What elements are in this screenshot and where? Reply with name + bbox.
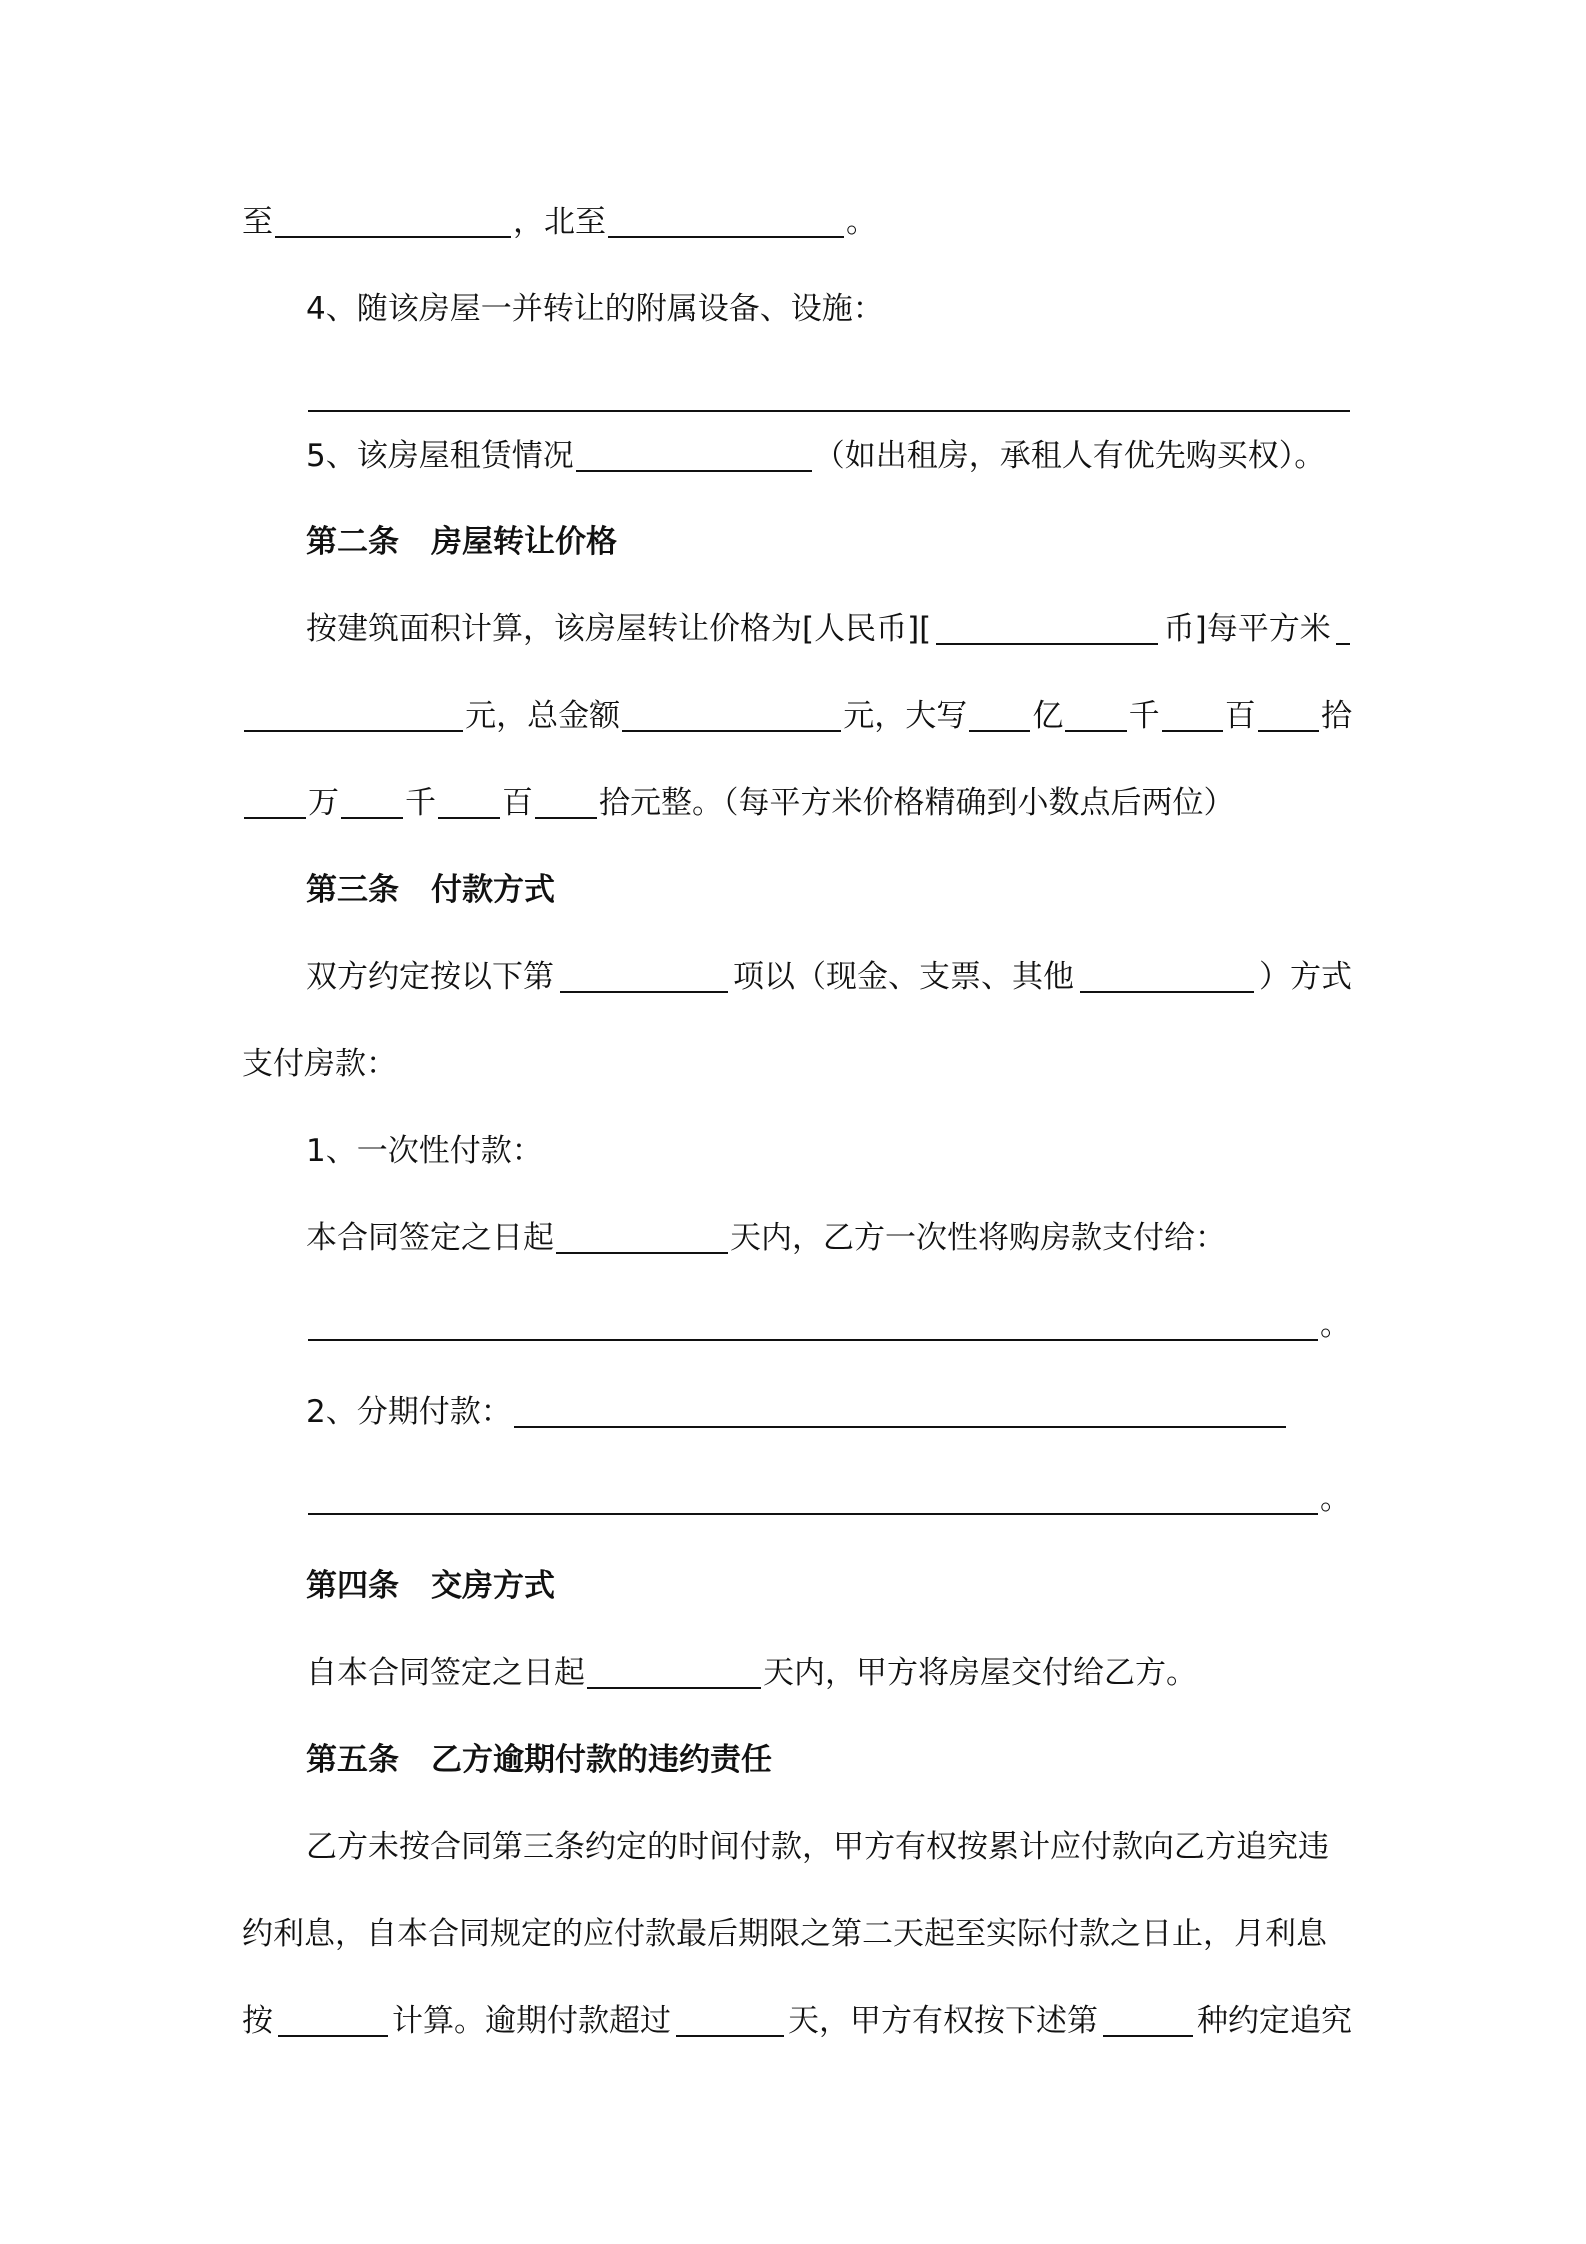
text-period-3: 。 bbox=[1320, 1481, 1351, 1517]
installment-line bbox=[306, 1348, 1352, 1428]
liability-text-5: 天，甲方有权按下述第 bbox=[788, 2003, 1098, 2039]
lease-status-note: （如出租房，承租人有优先购买权）。 bbox=[813, 438, 1326, 474]
section-4-heading bbox=[306, 1522, 1352, 1602]
liability-line-2 bbox=[242, 1870, 1352, 1950]
blank-field-bai-2[interactable] bbox=[438, 816, 500, 819]
section-3-heading bbox=[306, 826, 1352, 906]
blank-field-bai-1[interactable] bbox=[1162, 729, 1223, 732]
text-north-to: ，北至 bbox=[513, 204, 606, 240]
blank-field-overdue-days[interactable] bbox=[676, 2034, 784, 2037]
blank-field-wan[interactable] bbox=[244, 816, 306, 819]
payment-text-1: 双方约定按以下第 bbox=[306, 959, 554, 995]
section-5-number: 第五条 bbox=[306, 1742, 399, 1778]
blank-field-lump-days[interactable] bbox=[556, 1251, 728, 1254]
price-precision-note: 拾元整。（每平方米价格精确到小数点后两位） bbox=[599, 785, 1235, 821]
blank-field-unit-price-start[interactable] bbox=[1336, 642, 1350, 645]
lump-sum-recipient-line bbox=[306, 1261, 1352, 1341]
text-to: 至 bbox=[242, 204, 273, 240]
blank-field-qian-2[interactable] bbox=[341, 816, 403, 819]
blank-field-interest-rate[interactable] bbox=[278, 2034, 388, 2037]
price-text-capital: 元，大写 bbox=[843, 698, 968, 734]
lump-sum-heading bbox=[306, 1087, 1352, 1167]
section-5-title: 乙方逾期付款的违约责任 bbox=[431, 1742, 772, 1778]
payment-text-4: 支付房款： bbox=[242, 1046, 397, 1082]
section-4-title: 交房方式 bbox=[431, 1568, 555, 1604]
blank-field-installment-2[interactable] bbox=[308, 1512, 1318, 1515]
liability-text-4: 计算。逾期付款超过 bbox=[392, 2003, 671, 2039]
lump-sum-label: 1、一次性付款： bbox=[306, 1133, 543, 1169]
blank-field-other-method[interactable] bbox=[1080, 990, 1254, 993]
blank-field-shi-1[interactable] bbox=[1258, 729, 1319, 732]
liability-text-2: 约利息，自本合同规定的应付款最后期限之第二天起至实际付款之日止，月利息 bbox=[242, 1916, 1327, 1952]
boundary-line bbox=[242, 158, 1352, 238]
unit-bai-2: 百 bbox=[502, 785, 533, 821]
blank-field-total[interactable] bbox=[622, 729, 841, 732]
blank-field-installment-1[interactable] bbox=[514, 1425, 1286, 1428]
blank-field-unit-price[interactable] bbox=[244, 729, 463, 732]
liability-line-1 bbox=[306, 1783, 1352, 1863]
handover-text-1: 自本合同签定之日起 bbox=[306, 1655, 585, 1691]
payment-text-3: ）方式 bbox=[1259, 959, 1352, 995]
blank-field-south[interactable] bbox=[275, 235, 511, 238]
price-text-total: 元，总金额 bbox=[465, 698, 621, 734]
lease-status-line bbox=[306, 392, 1352, 472]
handover-text-2: 天内，甲方将房屋交付给乙方。 bbox=[763, 1655, 1197, 1691]
unit-wan: 万 bbox=[308, 785, 339, 821]
payment-line-2 bbox=[242, 1000, 1352, 1080]
payment-line-1 bbox=[306, 913, 1352, 993]
section-3-number: 第三条 bbox=[306, 872, 399, 908]
price-line-3 bbox=[242, 739, 1352, 819]
unit-shi-1: 拾 bbox=[1320, 698, 1352, 734]
handover-line bbox=[306, 1609, 1352, 1689]
blank-field-handover-days[interactable] bbox=[587, 1686, 761, 1689]
lease-status-label: 5、该房屋租赁情况 bbox=[306, 438, 574, 474]
lump-sum-text-2: 天内，乙方一次性将购房款支付给： bbox=[730, 1220, 1226, 1256]
text-period-2: 。 bbox=[1320, 1307, 1351, 1343]
text-period: 。 bbox=[846, 204, 877, 240]
section-2-heading bbox=[306, 478, 1352, 558]
blank-field-yi[interactable] bbox=[969, 729, 1030, 732]
blank-field-option[interactable] bbox=[560, 990, 728, 993]
unit-bai-1: 百 bbox=[1224, 698, 1256, 734]
installment-line-2 bbox=[306, 1435, 1352, 1515]
liability-text-6: 种约定追究 bbox=[1197, 2003, 1352, 2039]
section-5-heading bbox=[306, 1696, 1352, 1776]
blank-field-lease[interactable] bbox=[576, 469, 812, 472]
attached-facilities-label: 4、随该房屋一并转让的附属设备、设施： bbox=[306, 291, 884, 327]
liability-text-1: 乙方未按合同第三条约定的时间付款，甲方有权按累计应付款向乙方追究违 bbox=[306, 1829, 1329, 1865]
lump-sum-line bbox=[306, 1174, 1352, 1254]
section-3-title: 付款方式 bbox=[431, 872, 555, 908]
price-line-2 bbox=[242, 652, 1352, 732]
price-line-1 bbox=[306, 565, 1352, 645]
blank-field-currency[interactable] bbox=[936, 642, 1158, 645]
unit-qian-2: 千 bbox=[405, 785, 436, 821]
unit-qian-1: 千 bbox=[1128, 698, 1160, 734]
price-text-1: 按建筑面积计算，该房屋转让价格为[人民币][ bbox=[306, 611, 932, 647]
blank-field-remedy-option[interactable] bbox=[1103, 2034, 1193, 2037]
installment-label: 2、分期付款： bbox=[306, 1394, 512, 1430]
blank-field-qian-1[interactable] bbox=[1065, 729, 1126, 732]
blank-field-lump-recipient[interactable] bbox=[308, 1338, 1318, 1341]
section-4-number: 第四条 bbox=[306, 1568, 399, 1604]
liability-text-3: 按 bbox=[242, 2003, 273, 2039]
lump-sum-text-1: 本合同签定之日起 bbox=[306, 1220, 554, 1256]
payment-text-2: 项以（现金、支票、其他 bbox=[733, 959, 1074, 995]
blank-field-shi-2[interactable] bbox=[535, 816, 597, 819]
price-text-2: 币]每平方米 bbox=[1163, 611, 1331, 647]
blank-field-north[interactable] bbox=[608, 235, 844, 238]
unit-yi: 亿 bbox=[1032, 698, 1064, 734]
section-2-title: 房屋转让价格 bbox=[431, 524, 617, 560]
liability-line-3 bbox=[242, 1957, 1352, 2037]
section-2-number: 第二条 bbox=[306, 524, 399, 560]
attached-facilities-line bbox=[306, 245, 1352, 325]
